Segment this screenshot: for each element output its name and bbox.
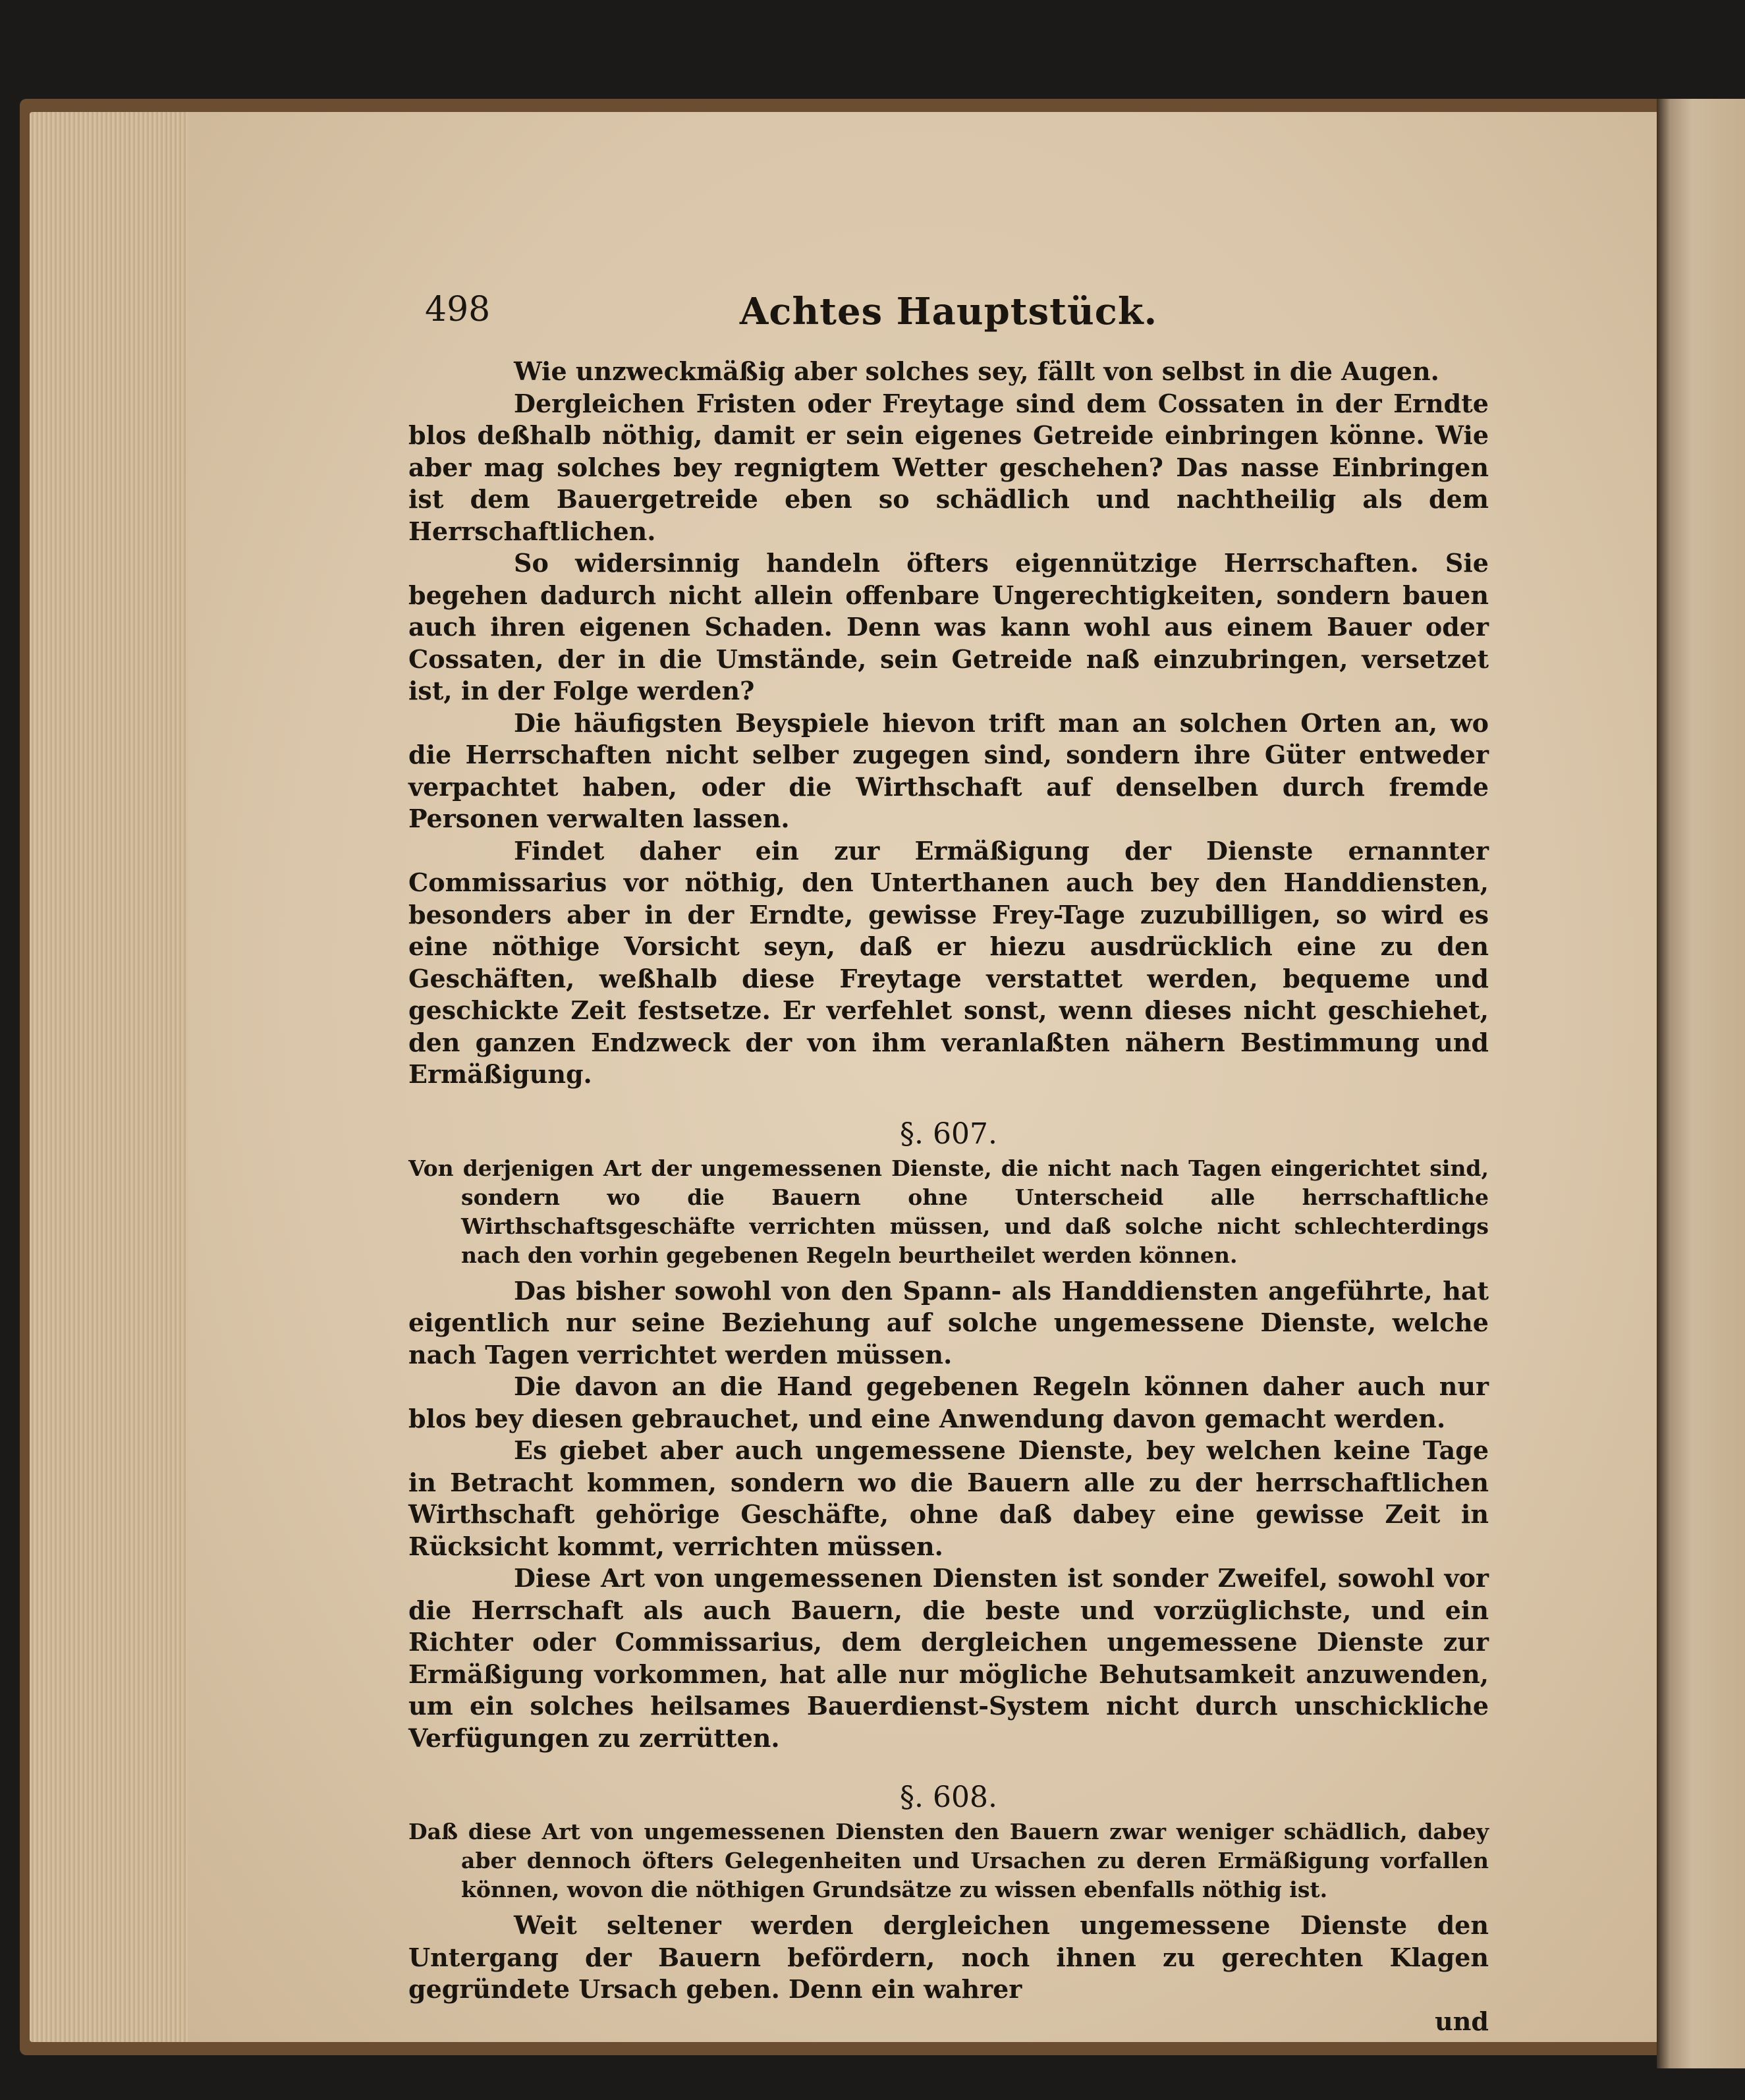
paragraph: Es giebet aber auch ungemessene Dienste, bey welchen keine Tage in Betracht kommen, sondern wo die Bauern alle zu der herrschaftlichen Wirthschaft gehörige Geschäfte, ohne daß dabey eine gewisse Zeit in Rücksicht kommt, verrichten müssen. <box>408 1435 1489 1561</box>
facing-page-edge <box>1657 99 1745 2068</box>
paragraph: Wie unzweckmäßig aber solches sey, fällt von selbst in die Augen. <box>514 356 1439 386</box>
section-summary: Daß diese Art von ungemessenen Diensten den Bauern zwar weniger schädlich, dabey aber dennoch öfters Gelegenheiten und Ursachen zu deren Ermäßigung vorfallen können, wovon die nöthigen Grundsätze zu wissen ebenfalls nöthig ist. <box>408 1819 1489 1902</box>
catchword: und <box>1435 2006 1489 2036</box>
page-edges <box>30 112 188 2042</box>
page-number: 498 <box>425 290 491 329</box>
paragraph: Diese Art von ungemessenen Diensten ist sonder Zweifel, sowohl vor die Herrschaft als auch Bauern, die beste und vorzüglichste, und ein Richter oder Commissarius, dem dergleichen ungemessene Dienste zur Ermäßigung vorkommen, hat alle nur mögliche Behutsamkeit anzuwenden, um ein solches heilsames Bauerdienst-System nicht durch unschickliche Verfügungen zu zerrütten. <box>408 1563 1489 1753</box>
page-content <box>408 290 1489 2037</box>
section-heading: §. 608. <box>900 1781 997 1814</box>
paragraph: Weit seltener werden dergleichen ungemessene Dienste den Untergang der Bauern befördern, noch ihnen zu gerechten Klagen gegründete Ursach geben. Denn ein wahrer <box>408 1910 1489 2004</box>
paragraph: So widersinnig handeln öfters eigennützige Herrschaften. Sie begehen dadurch nicht allein offenbare Ungerechtigkeiten, sondern bauen auch ihren eigenen Schaden. Denn was kann wohl aus einem Bauer oder Cossaten, der in die Umstände, sein Getreide naß einzubringen, versetzet ist, in der Folge werden? <box>408 548 1489 705</box>
paragraph: Die davon an die Hand gegebenen Regeln können daher auch nur blos bey diesen gebrauchet, und eine Anwendung davon gemacht werden. <box>408 1371 1489 1433</box>
paragraph: Dergleichen Fristen oder Freytage sind dem Cossaten in der Erndte blos deßhalb nöthig, damit er sein eigenes Getreide einbringen könne. Wie aber mag solches bey regnigtem Wetter geschehen? Das nasse Einbringen ist dem Bauergetreide eben so schädlich und nachtheilig als dem Herrschaftlichen. <box>408 388 1489 546</box>
section-heading: §. 607. <box>900 1117 997 1151</box>
paragraph: Die häufigsten Beyspiele hievon trift man an solchen Orten an, wo die Herrschaften nicht selber zugegen sind, sondern ihre Güter entweder verpachtet haben, oder die Wirthschaft auf denselben durch fremde Personen verwalten lassen. <box>408 707 1489 833</box>
paragraph: Findet daher ein zur Ermäßigung der Dienste ernannter Commissarius vor nöthig, den Unterthanen auch bey den Handdiensten, besonders aber in der Erndte, gewisse Frey-Tage zuzubilligen, so wird es eine nöthige Vorsicht seyn, daß er hiezu ausdrücklich eine zu den Geschäften, weßhalb diese Freytage verstattet werden, bequeme und geschickte Zeit festsetze. Er verfehlet sonst, wenn dieses nicht geschiehet, den ganzen Endzweck der von ihm veranlaßten nähern Bestimmung und Ermäßigung. <box>408 835 1489 1089</box>
running-title: Achtes Hauptstück. <box>739 290 1158 333</box>
page-header <box>408 290 1489 349</box>
paragraph: Das bisher sowohl von den Spann- als Handdiensten angeführte, hat eigentlich nur seine Beziehung auf solche ungemessene Dienste, welche nach Tagen verrichtet werden müssen. <box>408 1275 1489 1369</box>
section-summary: Von derjenigen Art der ungemessenen Dienste, die nicht nach Tagen eingerichtet sind, sondern wo die Bauern ohne Unterscheid alle herrschaftliche Wirthschaftsgeschäfte verrichten müssen, und daß solche nicht schlechterdings nach den vorhin gegebenen Regeln beurtheilet werden können. <box>408 1155 1489 1268</box>
body-text <box>408 356 1489 2037</box>
